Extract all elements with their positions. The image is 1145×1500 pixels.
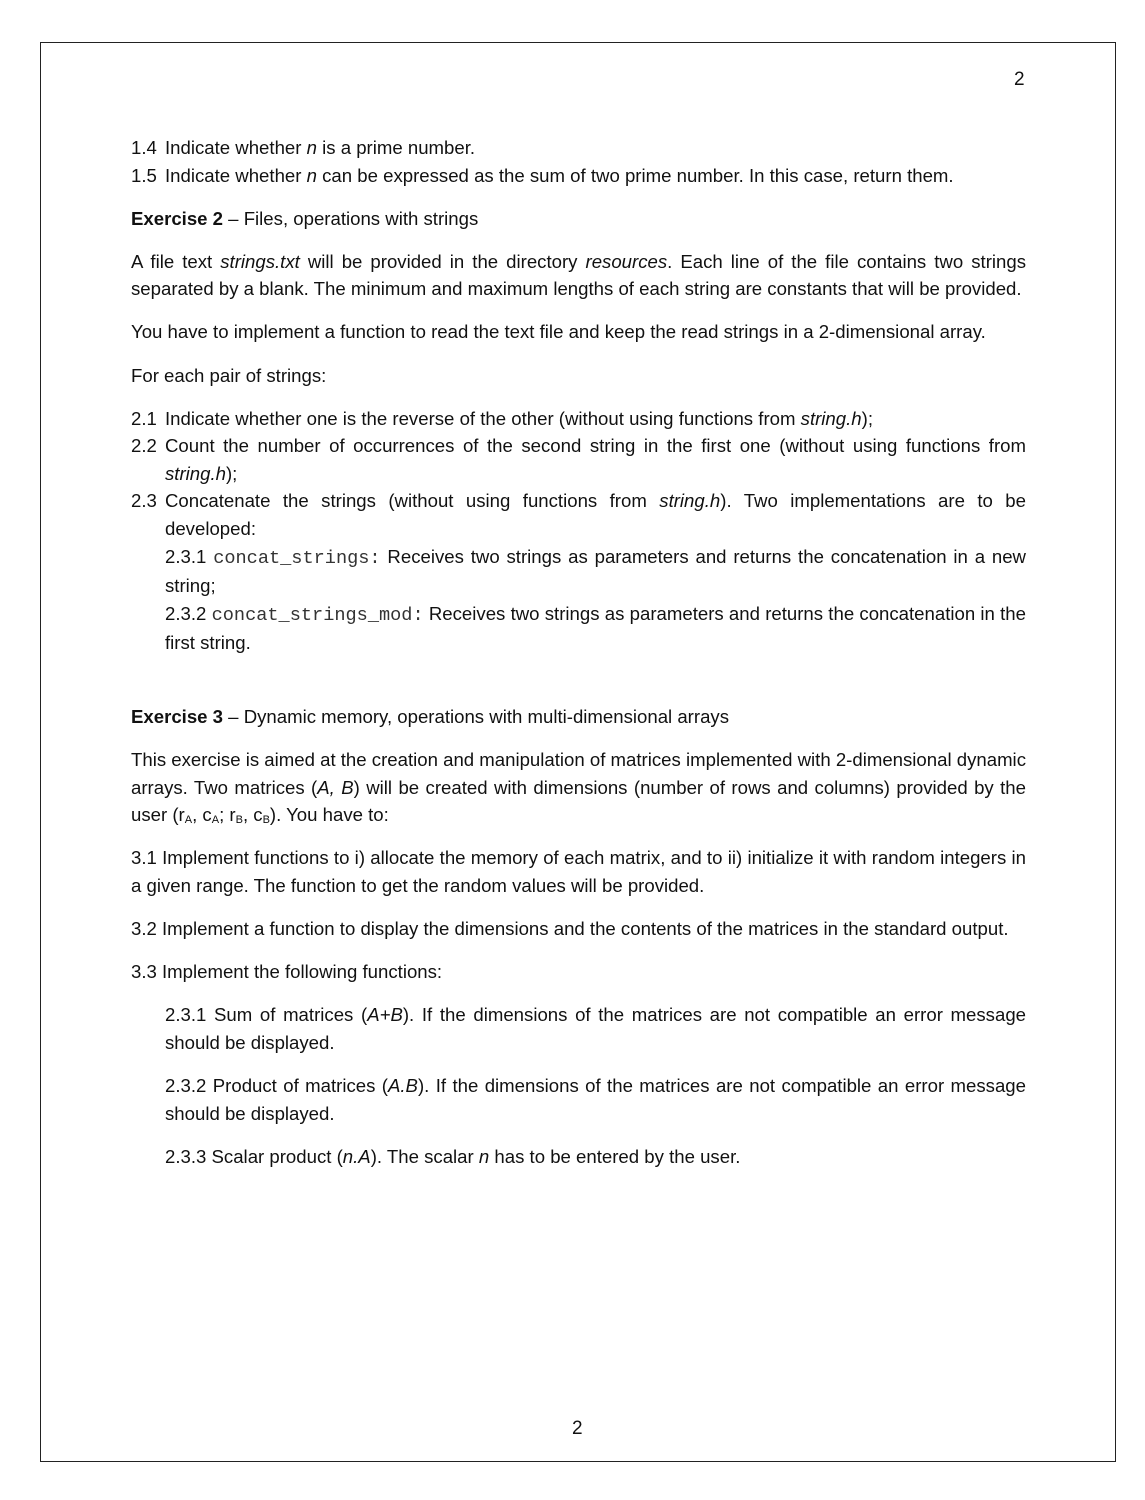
item-number: 1.5 [131, 164, 157, 186]
exercise-3-heading: Exercise 3 – Dynamic memory, operations with multi-dimensional arrays [131, 706, 730, 727]
item-text: Indicate whether n can be expressed as the sum of two prime number. In this case, return them. [165, 164, 954, 186]
item-number: 2.3 [131, 490, 157, 512]
item-number: 2.2 [131, 435, 157, 457]
page-number-bottom: 2 [572, 1418, 583, 1439]
list-item-1-4 [131, 134, 1026, 162]
exercise-3-paragraph-2: 3.1 Implement functions to i) allocate the memory of each matrix, and to ii) initialize it with random integers in a given range. The function to get the random values will be provided. [131, 847, 1026, 896]
list-item-2-3-2: 2.3.2 concat_strings_mod: Receives two strings as parameters and returns the concatenation in the first string. [165, 602, 1026, 654]
list-item-2-1 [131, 405, 1026, 433]
list-item-2-2 [131, 432, 1026, 487]
exercise-3-paragraph-3: 3.2 Implement a function to display the dimensions and the contents of the matrices in the standard output. [131, 918, 1009, 940]
exercise-2-heading: Exercise 2 – Files, operations with strings [131, 207, 479, 229]
item-text: Count the number of occurrences of the second string in the first one (without using functions from string.h); [165, 435, 1026, 484]
page-number-top: 2 [1014, 69, 1025, 90]
item-number: 2.1 [131, 407, 157, 429]
item-number: 1.4 [131, 137, 157, 158]
code-concat-strings-mod: concat_strings_mod: [211, 604, 424, 626]
code-concat-strings: concat_strings: [213, 547, 381, 569]
item-text: Indicate whether one is the reverse of the other (without using functions from string.h); [165, 407, 873, 429]
exercise-2-paragraph-3: For each pair of strings: [131, 364, 327, 386]
item-text: Indicate whether n is a prime number. [165, 137, 476, 158]
exercise-2-paragraph-1: A file text strings.txt will be provided in the directory resources. Each line of the file contains two strings separated by a blank. The minimum and maximum lengths of each string are constants that will be provided. [131, 250, 1026, 300]
list-item-2-3 [131, 487, 1026, 542]
list-item-1-5 [131, 162, 1026, 190]
function-product: 2.3.2 Product of matrices (A.B). If the dimensions of the matrices are not compatible an error message should be displayed. [165, 1074, 1026, 1124]
exercise-2-paragraph-2: You have to implement a function to read the text file and keep the read strings in a 2-dimensional array. [131, 321, 986, 343]
function-scalar-product: 2.3.3 Scalar product (n.A). The scalar n has to be entered by the user. [165, 1145, 741, 1167]
function-sum: 2.3.1 Sum of matrices (A+B). If the dimensions of the matrices are not compatible an error message should be displayed. [165, 1004, 1027, 1053]
intro-list [131, 134, 1026, 189]
item-text: Concatenate the strings (without using functions from string.h). Two implementations are to be developed: [165, 490, 1026, 540]
document-body [131, 134, 1026, 1186]
exercise-3-paragraph-1: This exercise is aimed at the creation and manipulation of matrices implemented with 2-dimensional dynamic arrays. Two matrices (A, B) will be created with dimensions (number of rows and columns) provided by the user ($r_A$, $c_A$; $r_B$, $c_B$). You have to: [131, 749, 1026, 827]
list-item-2-3-1: 2.3.1 concat_strings: Receives two strings as parameters and returns the concatenation in a new string; [165, 545, 1026, 597]
exercise-3-paragraph-4: 3.3 Implement the following functions: [131, 961, 443, 983]
exercise-2-list [131, 405, 1026, 657]
